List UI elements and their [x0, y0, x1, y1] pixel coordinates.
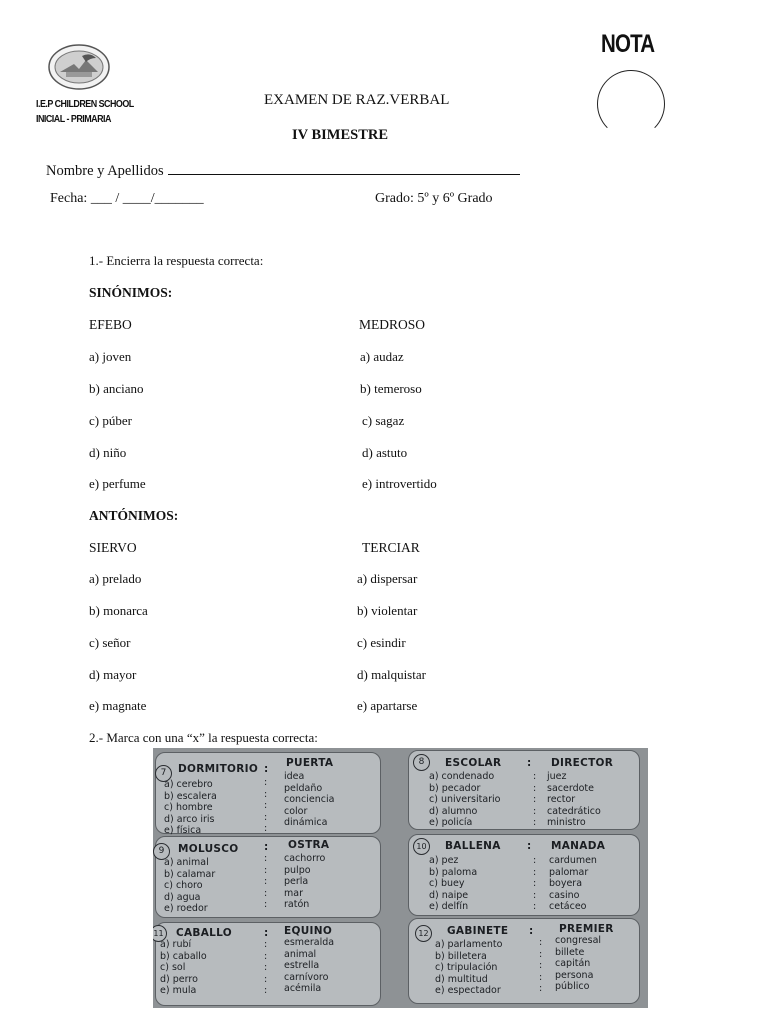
analogy-box-10: 10 BALLENA : MANADA a) pez b) paloma c) buey d) naipe e) delfín : : : : : cardumen palomar boyera casino cetáceo [408, 834, 640, 916]
analogy-box-7: 7 DORMITORIO : PUERTA a) cerebro b) escalera c) hombre d) arco iris e) física : : : : : idea peldaño conciencia color dinámica [155, 752, 381, 834]
analogy-8-left-word: ESCOLAR [445, 757, 502, 769]
analogy-10-right-word: MANADA [551, 840, 606, 852]
analogy-11-options-left[interactable]: a) rubí b) caballo c) sol d) perro e) mula [160, 939, 207, 997]
analogy-9-options-right[interactable]: cachorro pulpo perla mar ratón [284, 853, 326, 911]
analogy-9-left-word: MOLUSCO [178, 843, 239, 855]
analogy-number-7: 7 [155, 765, 172, 782]
antonym-2-option-e[interactable]: e) apartarse [357, 698, 418, 713]
school-name-line1: I.E.P CHILDREN SCHOOL [36, 98, 134, 110]
synonym-2-option-d[interactable]: d) astuto [362, 445, 408, 460]
analogy-number-12: 12 [415, 925, 432, 942]
antonym-2-option-c[interactable]: c) esindir [357, 635, 406, 650]
analogy-11-right-word: EQUINO [284, 925, 333, 937]
antonyms-heading: ANTÓNIMOS: [89, 508, 179, 523]
grade-label: Grado: 5º y 6º Grado [375, 191, 493, 206]
analogy-9-right-word: OSTRA [288, 839, 330, 851]
student-name-blank[interactable] [168, 160, 520, 175]
analogy-7-left-word: DORMITORIO [178, 763, 259, 775]
antonym-1-option-a[interactable]: a) prelado [89, 571, 142, 586]
school-logo [46, 42, 112, 92]
date-field[interactable]: Fecha: ___ / ____/_______ [50, 191, 204, 206]
synonym-1-option-d[interactable]: d) niño [89, 445, 127, 460]
antonym-1-option-d[interactable]: d) mayor [89, 667, 137, 682]
analogy-11-options-right[interactable]: esmeralda animal estrella carnívoro acémila [284, 937, 335, 995]
analogy-box-11: 11 CABALLO : EQUINO a) rubí b) caballo c) sol d) perro e) mula : : : : : esmeralda animal estrella carnívoro acémila [155, 922, 381, 1006]
synonym-1-option-b[interactable]: b) anciano [89, 381, 144, 396]
analogies-photo [153, 748, 648, 1008]
question-2-instruction: 2.- Marca con una “x” la respuesta correcta: [89, 730, 318, 745]
analogy-10-options-left[interactable]: a) pez b) paloma c) buey d) naipe e) delfín [429, 855, 478, 913]
synonym-word-1: EFEBO [89, 317, 132, 332]
antonym-2-option-b[interactable]: b) violentar [357, 603, 418, 618]
antonym-word-2: TERCIAR [362, 540, 420, 555]
analogy-number-11: 11 [153, 925, 167, 942]
student-name-label: Nombre y Apellidos [46, 163, 164, 179]
antonym-1-option-b[interactable]: b) monarca [89, 603, 148, 618]
analogy-box-8: 8 ESCOLAR : DIRECTOR a) condenado b) pecador c) universitario d) alumno e) policía : : : : : juez sacerdote rector catedrático ministro [408, 750, 640, 830]
synonym-word-2: MEDROSO [359, 317, 426, 332]
analogy-8-right-word: DIRECTOR [551, 757, 614, 769]
analogy-11-left-word: CABALLO [176, 927, 232, 939]
analogy-12-right-word: PREMIER [559, 923, 614, 935]
antonym-2-option-a[interactable]: a) dispersar [357, 571, 418, 586]
synonyms-heading: SINÓNIMOS: [89, 285, 173, 300]
analogy-7-options-left[interactable]: a) cerebro b) escalera c) hombre d) arco iris e) física [164, 779, 217, 837]
analogy-number-8: 8 [413, 754, 430, 771]
grade-box-label: NOTA [601, 30, 655, 58]
synonym-2-option-c[interactable]: c) sagaz [362, 413, 405, 428]
antonym-1-option-e[interactable]: e) magnate [89, 698, 147, 713]
analogy-10-options-right[interactable]: cardumen palomar boyera casino cetáceo [549, 855, 597, 913]
grade-circle[interactable] [597, 70, 665, 138]
analogy-7-right-word: PUERTA [286, 757, 334, 769]
analogy-10-left-word: BALLENA [445, 840, 501, 852]
exam-subtitle: IV BIMESTRE [292, 127, 389, 143]
analogy-12-options-left[interactable]: a) parlamento b) billetera c) tripulación d) multitud e) espectador [435, 939, 503, 997]
analogy-number-10: 10 [413, 838, 430, 855]
synonym-1-option-c[interactable]: c) púber [89, 413, 132, 428]
antonym-2-option-d[interactable]: d) malquistar [357, 667, 426, 682]
synonym-2-option-b[interactable]: b) temeroso [360, 381, 422, 396]
synonym-2-option-e[interactable]: e) introvertido [362, 476, 437, 491]
question-1-instruction: 1.- Encierra la respuesta correcta: [89, 253, 264, 268]
analogy-box-9: 9 MOLUSCO : OSTRA a) animal b) calamar c) choro d) agua e) roedor : : : : : cachorro pulpo perla mar ratón [155, 836, 381, 918]
analogy-9-options-left[interactable]: a) animal b) calamar c) choro d) agua e) roedor [164, 857, 216, 915]
school-name [36, 97, 134, 127]
school-name-line2: INICIAL - PRIMARIA [36, 113, 111, 125]
analogy-8-options-left[interactable]: a) condenado b) pecador c) universitario d) alumno e) policía [429, 771, 501, 829]
analogy-12-left-word: GABINETE [447, 925, 509, 937]
analogy-12-options-right[interactable]: congresal billete capitán persona público [555, 935, 602, 993]
exam-title: EXAMEN DE RAZ.VERBAL [264, 92, 450, 108]
student-name-field[interactable] [46, 160, 520, 180]
analogy-8-options-right[interactable]: juez sacerdote rector catedrático ministro [547, 771, 601, 829]
synonym-1-option-a[interactable]: a) joven [89, 349, 132, 364]
antonym-1-option-c[interactable]: c) señor [89, 635, 131, 650]
synonym-2-option-a[interactable]: a) audaz [360, 349, 404, 364]
analogy-number-9: 9 [153, 843, 170, 860]
antonym-word-1: SIERVO [89, 540, 137, 555]
analogy-7-options-right[interactable]: idea peldaño conciencia color dinámica [284, 771, 335, 829]
synonym-1-option-e[interactable]: e) perfume [89, 476, 146, 491]
analogy-box-12: 12 GABINETE : PREMIER a) parlamento b) billetera c) tripulación d) multitud e) espectador : : : : : congresal billete capitán persona público [408, 918, 640, 1004]
